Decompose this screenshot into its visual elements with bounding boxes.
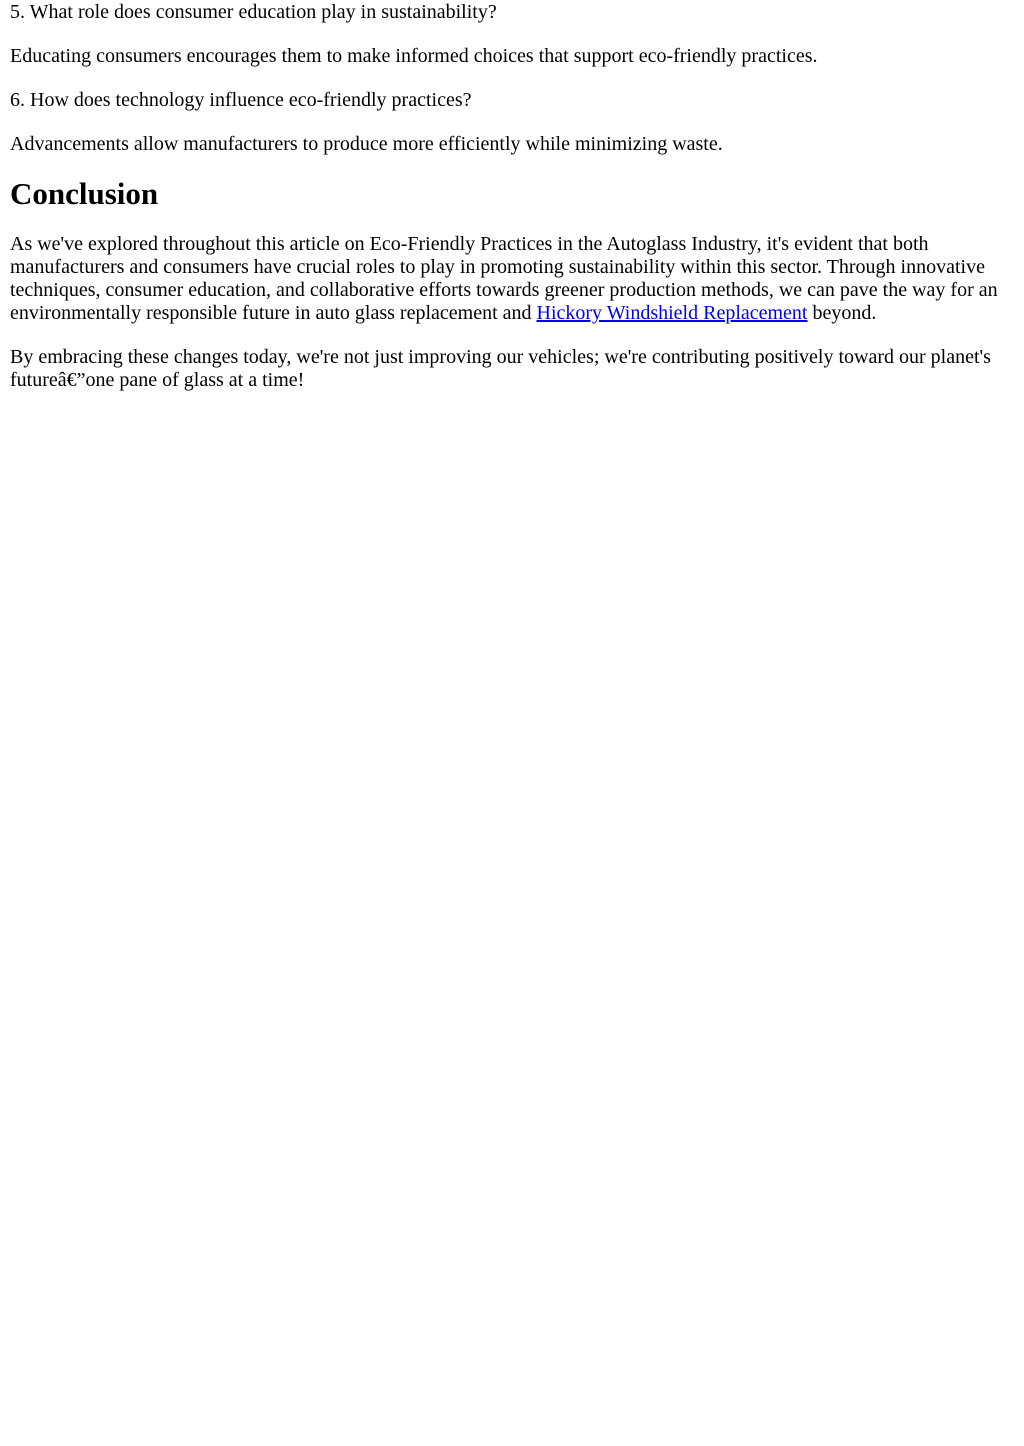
conclusion-paragraph-1-text: As we've explored throughout this article on Eco-Friendly Practices in the Autoglass Industry, it's evident that both manufacturers and consumers have crucial roles to play in promoting sustainability within this sector. Through innovative techniques, consumer education, and collaborative efforts towards greener production methods, we can pave the way for an environmentally responsible future in auto glass replacement and xyxy=(10,233,998,324)
conclusion-heading: Conclusion xyxy=(10,176,159,211)
conclusion-paragraph-1-tail: beyond. xyxy=(807,302,877,324)
faq-answer-5: Educating consumers encourages them to make informed choices that support eco-friendly practices. xyxy=(10,45,818,67)
conclusion-paragraph-2: By embracing these changes today, we're not just improving our vehicles; we're contributing positively toward our planet's futureâ€”one pane of glass at a time! xyxy=(10,346,991,391)
conclusion-paragraph-1 xyxy=(10,233,1014,325)
article-page xyxy=(0,0,1024,392)
faq-answer-6: Advancements allow manufacturers to produce more efficiently while minimizing waste. xyxy=(10,133,723,155)
hickory-windshield-replacement-link[interactable]: Hickory Windshield Replacement xyxy=(536,302,808,324)
faq-question-5: 5. What role does consumer education play in sustainability? xyxy=(10,1,497,23)
faq-question-6: 6. How does technology influence eco-friendly practices? xyxy=(10,89,472,111)
